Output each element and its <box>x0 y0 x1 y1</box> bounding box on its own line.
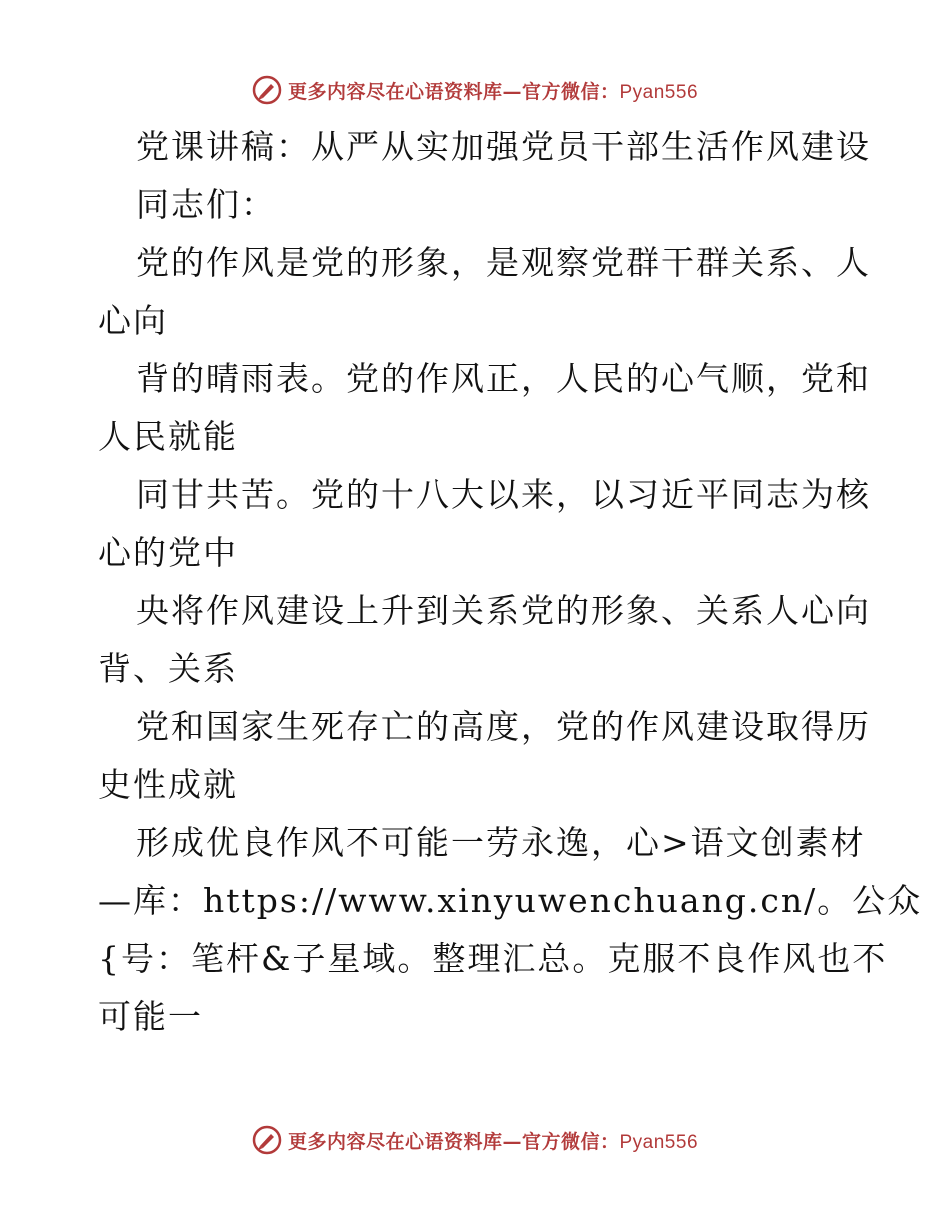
pen-logo-icon <box>252 1125 282 1155</box>
header-banner-text: 更多内容尽在心语资料库—官方微信：Pyan556 <box>287 80 699 103</box>
paragraph-line: 可能一 <box>98 997 203 1036</box>
footer-banner-contact: Pyan556 <box>619 1131 699 1153</box>
paragraph-line: —库：https://www.xinyuwenchuang.cn/。公众 <box>98 881 923 920</box>
header-banner-contact: Pyan556 <box>619 81 699 103</box>
paragraph-line: 人民就能 <box>98 417 238 456</box>
document-body <box>98 118 923 1046</box>
pen-logo-icon <box>252 75 282 105</box>
paragraph-line: 央将作风建设上升到关系党的形象、关系人心向 <box>136 591 871 630</box>
paragraph-line: 背的晴雨表。党的作风正，人民的心气顺，党和 <box>136 359 871 398</box>
footer-banner-text: 更多内容尽在心语资料库—官方微信：Pyan556 <box>287 1130 699 1153</box>
salutation: 同志们： <box>136 185 276 224</box>
paragraph-line: 同甘共苦。党的十八大以来，以习近平同志为核 <box>136 475 871 514</box>
paragraph-line: 党和国家生死存亡的高度，党的作风建设取得历 <box>136 707 871 746</box>
header-banner <box>0 70 950 110</box>
paragraph-line: 党的作风是党的形象，是观察党群干群关系、人 <box>136 243 871 282</box>
paragraph-line: 史性成就 <box>98 765 238 804</box>
paragraph-line: {号：笔杆&子星域。整理汇总。克服不良作风也不 <box>98 939 888 978</box>
paragraph-line: 形成优良作风不可能一劳永逸，心>语文创素材 <box>136 823 866 862</box>
paragraph-line: 心的党中 <box>98 533 238 572</box>
footer-banner <box>0 1120 950 1160</box>
document-title: 党课讲稿：从严从实加强党员干部生活作风建设 <box>136 127 871 166</box>
paragraph-line: 背、关系 <box>98 649 238 688</box>
paragraph-line: 心向 <box>98 301 168 340</box>
